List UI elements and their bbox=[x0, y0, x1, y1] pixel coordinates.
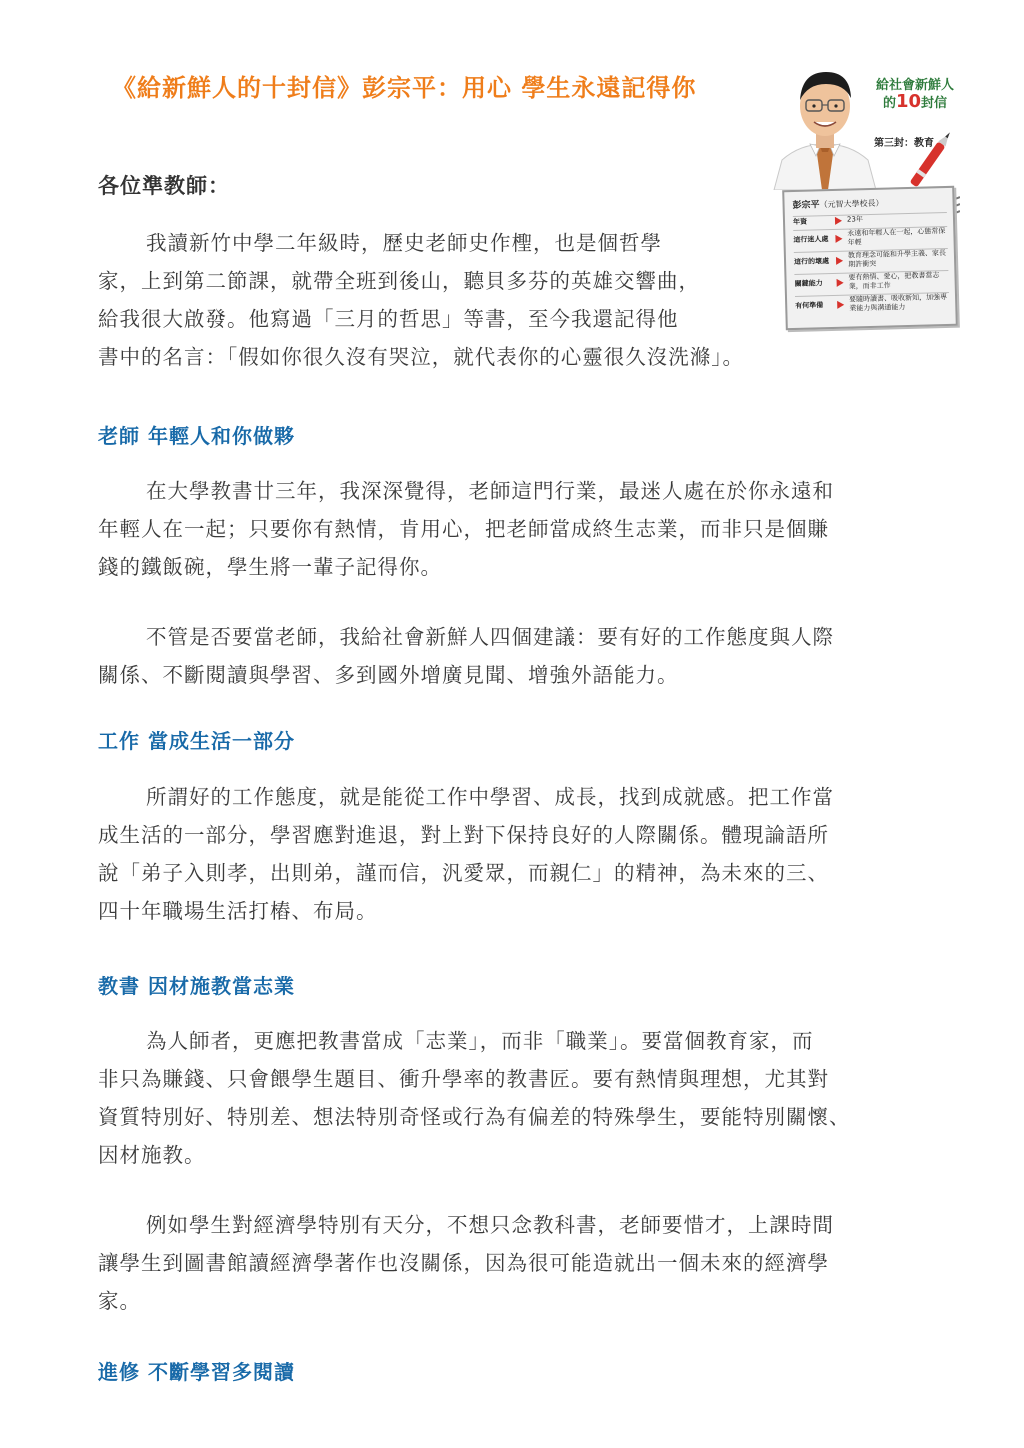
text-line: 不管是否要當老師，我給社會新鮮人四個建議：要有好的工作態度與人際 bbox=[146, 625, 834, 649]
section-heading: 老師 年輕人和你做夥 bbox=[98, 424, 295, 448]
series-title: 給社會新鮮人 的10封信 bbox=[875, 78, 954, 112]
profile-row: 這行的壞處 教育理念可能和升學主義、家長期許衝突 bbox=[794, 248, 948, 273]
text-line: 讓學生到圖書館讀經濟學著作也沒關係，因為很可能造就出一個未來的經濟學 bbox=[98, 1251, 829, 1275]
article-title: 《給新鮮人的十封信》彭宗平：用心 學生永遠記得你 bbox=[112, 74, 697, 102]
text-line: 成生活的一部分，學習應對進退，對上對下保持良好的人際關係。體現論語所 bbox=[98, 823, 829, 847]
salutation: 各位準教師： bbox=[98, 174, 230, 198]
text-line: 年輕人在一起；只要你有熱情，肯用心，把老師當成終生志業，而非只是個賺 bbox=[98, 517, 829, 541]
body-paragraph bbox=[98, 778, 834, 930]
text-line: 為人師者，更應把教書當成「志業」，而非「職業」。要當個教育家，而 bbox=[146, 1029, 814, 1053]
portrait-photo bbox=[770, 60, 880, 190]
text-line: 資質特別好、特別差、想法特別奇怪或行為有偏差的特殊學生，要能特別關懷、 bbox=[98, 1105, 851, 1129]
intro-paragraph bbox=[98, 224, 744, 376]
letter-series-card bbox=[770, 60, 962, 330]
profile-row: 有何準備 要隨時讀書、吸收新知，加強專業能力與溝通能力 bbox=[795, 292, 949, 317]
text-line: 我讀新竹中學二年級時，歷史老師史作檉，也是個哲學 bbox=[146, 231, 662, 255]
text-line: 四十年職場生活打樁、布局。 bbox=[98, 899, 378, 923]
section-heading: 工作 當成生活一部分 bbox=[98, 729, 295, 753]
text-line: 家。 bbox=[98, 1289, 141, 1313]
text-line: 例如學生對經濟學特別有天分，不想只念教科書，老師要惜才，上課時間 bbox=[146, 1213, 834, 1237]
text-line: 在大學教書廿三年，我深深覺得，老師這門行業，最迷人處在於你永遠和 bbox=[146, 479, 834, 503]
body-paragraph bbox=[98, 1022, 851, 1174]
letter-label: 第三封：教育 bbox=[874, 138, 934, 149]
text-line: 非只為賺錢、只會餵學生題目、衝升學率的教書匠。要有熱情與理想，尤其對 bbox=[98, 1067, 829, 1091]
profile-table bbox=[782, 186, 958, 330]
text-line: 家，上到第二節課，就帶全班到後山，聽貝多芬的英雄交響曲， bbox=[98, 269, 700, 293]
text-line: 關係、不斷閱讀與學習、多到國外增廣見聞、增強外語能力。 bbox=[98, 663, 679, 687]
text-line: 因材施教。 bbox=[98, 1143, 206, 1167]
text-line: 書中的名言：「假如你很久沒有哭泣，就代表你的心靈很久沒洗滌」。 bbox=[98, 345, 744, 369]
profile-row: 關鍵能力 要有熱情、愛心，把教書當志業，而非工作 bbox=[794, 270, 948, 295]
body-paragraph bbox=[98, 618, 834, 694]
text-line: 所謂好的工作態度，就是能從工作中學習、成長，找到成就感。把工作當 bbox=[146, 785, 834, 809]
text-line: 錢的鐵飯碗，學生將一輩子記得你。 bbox=[98, 555, 442, 579]
section-heading: 教書 因材施教當志業 bbox=[98, 974, 295, 998]
text-line: 說「弟子入則孝，出則弟，謹而信，汎愛眾，而親仁」的精神，為未來的三、 bbox=[98, 861, 829, 885]
profile-row: 年資 23年 bbox=[793, 212, 947, 217]
section-heading: 進修 不斷學習多閱讀 bbox=[98, 1360, 295, 1384]
profile-row: 這行迷人處 永遠和年輕人在一起，心態常保年輕 bbox=[793, 226, 947, 251]
body-paragraph bbox=[98, 1206, 834, 1320]
text-line: 給我很大啟發。他寫過「三月的哲思」等書，至今我還記得他 bbox=[98, 307, 679, 331]
profile-name: 彭宗平（元智大學校長） bbox=[792, 198, 884, 212]
body-paragraph bbox=[98, 472, 834, 586]
